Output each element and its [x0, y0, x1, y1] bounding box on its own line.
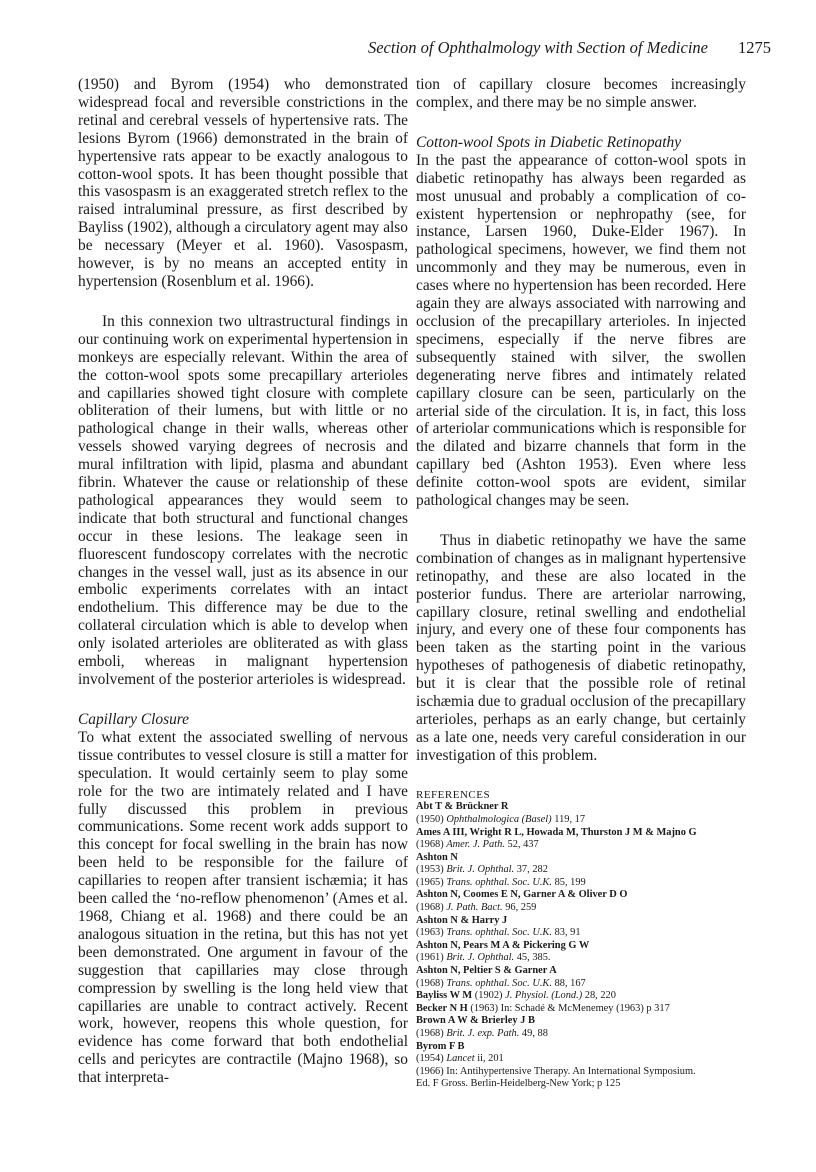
reference-line: Abt T & Brückner R	[416, 801, 509, 813]
reference-list	[416, 801, 746, 1091]
reference-line: Byrom F B	[416, 1040, 465, 1052]
references	[416, 789, 746, 1091]
reference-line: Ed. F Gross. Berlin-Heidelberg-New York; p 125	[416, 1078, 621, 1090]
page-number: 1275	[738, 38, 771, 57]
reference-line: (1953) Brit. J. Ophthal. 37, 282	[416, 864, 548, 876]
reference-line: (1954) Lancet ii, 201	[416, 1053, 504, 1065]
reference-line: (1963) Trans. ophthal. Soc. U.K. 83, 91	[416, 927, 581, 939]
reference-line: Ashton N & Harry J	[416, 914, 508, 926]
reference-line: (1966) In: Antihypertensive Therapy. An International Symposium.	[416, 1065, 696, 1077]
paragraph: To what extent the associated swelling of nervous tissue contributes to vessel closure is still a matter for speculation. It would certainly seem to play some role for the two are intimately related and I have fully discussed this problem in previous communications. Some recent work adds support to this concept for focal swelling in the brain has now been held to be responsible for the failure of capillaries to reopen after transient ischæmia; it has been called the ‘no-reflow phenomenon’ (Ames et al. 1968, Chiang et al. 1968) and there could be an analogous situation in the retina, but this has not yet been demonstrated. One argument in favour of the suggestion that capillaries may close through compression by swelling is the long held view that capillaries are unable to contract actively. Recent work, however, reopens this whole question, for evidence has come forward that both endothelial cells and pericytes are contractile (Majno 1968), so that interpreta-	[78, 728, 408, 1087]
paragraph: tion of capillary closure becomes increasingly complex, and there may be no simple answer.	[416, 76, 746, 111]
left-column	[78, 76, 408, 1087]
reference-line: Bayliss W M (1902) J. Physiol. (Lond.) 28, 220	[416, 990, 616, 1002]
references-heading: REFERENCES	[416, 788, 491, 801]
reference-line: Ashton N, Pears M A & Pickering G W	[416, 939, 590, 951]
reference-line: (1965) Trans. ophthal. Soc. U.K. 85, 199	[416, 876, 586, 888]
running-header	[0, 38, 816, 62]
reference-line: (1968) Brit. J. exp. Path. 49, 88	[416, 1028, 548, 1039]
reference-line: Brown A W & Brierley J B	[416, 1015, 535, 1027]
right-column	[416, 76, 746, 1091]
reference-line: Becker N H (1963) In: Schadé & McMenemey (1963) p 317	[416, 1002, 670, 1014]
reference-line: (1950) Ophthalmologica (Basel) 119, 17	[416, 813, 586, 825]
section-heading: Capillary Closure	[78, 710, 190, 728]
reference-line: (1961) Brit. J. Ophthal. 45, 385.	[416, 952, 551, 964]
section-heading: Cotton-wool Spots in Diabetic Retinopathy	[416, 133, 682, 151]
reference-line: Ames A III, Wright R L, Howada M, Thurston J M & Majno G	[416, 826, 697, 838]
reference-line: (1968) Trans. ophthal. Soc. U.K. 88, 167	[416, 977, 586, 989]
reference-line: Ashton N, Peltier S & Garner A	[416, 965, 557, 977]
reference-line: (1968) Amer. J. Path. 52, 437	[416, 839, 539, 851]
paragraph: In this connexion two ultrastructural findings in our continuing work on experimental hypertension in monkeys are especially relevant. Within the area of the cotton-wool spots some precapillary arterioles and capillaries showed tight closure with complete obliteration of their lumens, but with little or no pathological change in their walls, whereas other vessels showed varying degrees of necrosis and mural infiltration with lipid, plasma and abundant fibrin. Whatever the cause or relationship of these pathological appearances they would seem to indicate that both structural and functional changes occur in these lesions. The leakage seen in fluorescent fundoscopy correlates with the necrotic changes in the vessel wall, just as its absence in our embolic experiments correlates with an intact endothelium. This difference may be due to the collateral circulation which is able to develop when only isolated arterioles are obliterated as with glass emboli, whereas in malignant hypertension involvement of the posterior arterioles is widespread.	[78, 312, 408, 688]
running-title: Section of Ophthalmology with Section of Medicine	[367, 38, 708, 57]
paragraph: (1950) and Byrom (1954) who demonstrated widespread focal and reversible constrictions in the retinal and cerebral vessels of hypertensive rats. The lesions Byrom (1966) demonstrated in the brain of hypertensive rats appear to be exactly analogous to cotton-wool spots. It has been thought possible that this vasospasm is an exaggerated stretch reflex to the raised intraluminal pressure, as first described by Bayliss (1902), although a circulatory agent may also be necessary (Meyer et al. 1960). Vasospasm, however, is by no means an accepted entity in hypertension (Rosenblum et al. 1966).	[78, 76, 408, 290]
paragraph: In the past the appearance of cotton-wool spots in diabetic retinopathy has always been regarded as most unusual and probably a complication of co-existent hypertension or nephropathy (see, for instance, Larsen 1960, Duke-Elder 1967). In pathological specimens, however, we find them not uncommonly and they may be numerous, even in cases where no hypertension has been recorded. Here again they are always associated with narrowing and occlusion of the precapillary arterioles. In injected specimens, especially if the nerve fibres are subsequently stained with silver, the swollen degenerating nerve fibres and intimately related capillary closure can be seen, particularly on the arterial side of the circulation. It is, in fact, this loss of arteriolar communications which is responsible for the dilated and bizarre channels that form in the capillary bed (Ashton 1953). Even where less definite cotton-wool spots are evident, similar pathological changes may be seen.	[416, 151, 746, 510]
reference-line: (1968) J. Path. Bact. 96, 259	[416, 902, 537, 914]
reference-line: Ashton N, Coomes E N, Garner A & Oliver D O	[416, 889, 628, 901]
reference-line: Ashton N	[416, 851, 458, 863]
paragraph: Thus in diabetic retinopathy we have the same combination of changes as in malignant hypertensive retinopathy, and these are also located in the posterior fundus. There are arteriolar narrowing, capillary closure, retinal swelling and endothelial injury, and every one of these four components has been taken as the starting point in the various hypotheses of pathogenesis of diabetic retinopathy, but it is clear that the possible role of retinal ischæmia due to gradual occlusion of the precapillary arterioles, perhaps as an early change, but certainly as a late one, needs very careful consideration in our investigation of this problem.	[416, 531, 746, 764]
